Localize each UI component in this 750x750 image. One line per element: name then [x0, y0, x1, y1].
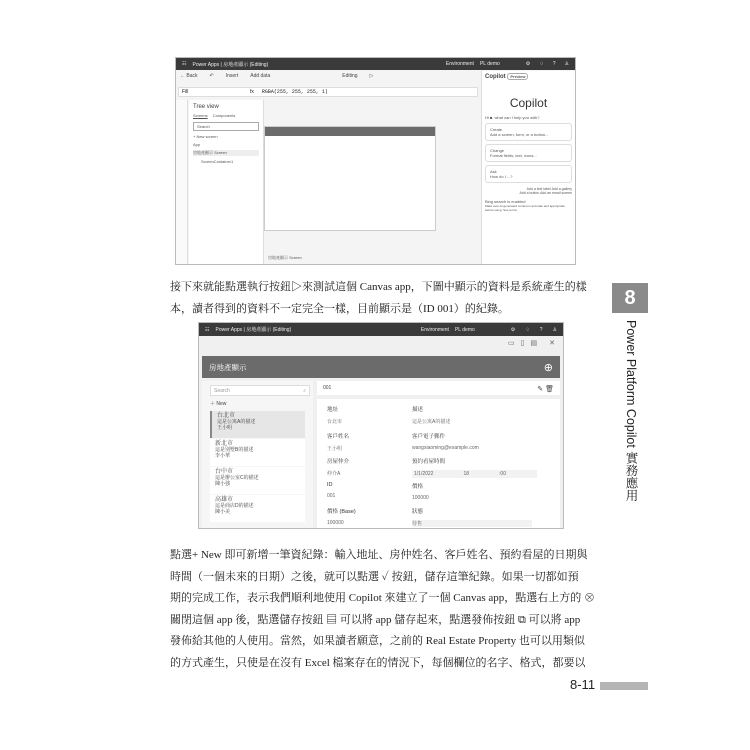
play-icon[interactable]: ▷ [369, 73, 374, 79]
tree-item-screen[interactable]: 房地產顯示 Screen [193, 150, 259, 156]
user-icon[interactable]: ♙ [552, 326, 557, 333]
chapter-tab: 8 [612, 283, 648, 313]
preview-badge: Preview [507, 73, 528, 80]
record-form: 地址 台北市 描述 這是公寓A的描述 客戶姓名 王小明 客戶電子郵件 wangxiaoming@example.com 房屋仲介 仲介A 預約看屋時間 1/1/2022 18 :00 ID 001 價格 100000 價格 (Base) 100000 狀態 待售 [317, 399, 560, 528]
property-dropdown[interactable]: Fill [182, 89, 189, 95]
edit-icon[interactable]: ✎ 🗑 [537, 386, 554, 393]
app-title: Power Apps | 房地產顯示 (Editing) [192, 61, 269, 68]
add-data-button[interactable]: Add data [250, 73, 271, 79]
change-card[interactable]: Change Format fields, text, icons... [485, 144, 572, 162]
tree-item-container[interactable]: ScreenContainer1 [201, 159, 234, 164]
text-line: 期的完成工作，表示我們順利地使用 Copilot 來建立了一個 Canvas app，點選右上方的 ⊗ [170, 592, 596, 604]
power-apps-studio-screenshot [175, 57, 576, 265]
ask-card[interactable]: Ask How do I ...? [485, 165, 572, 183]
disclaimer: Make sure AI-generated content is accurate and appropriate before using. See terms [485, 204, 565, 212]
tab-components[interactable]: Components [212, 113, 236, 118]
app-header [202, 356, 560, 378]
text-line: 的方式產生，只使是在沒有 Excel 檔案存在的情況下，每個欄位的名字、格式，都要以 [170, 656, 586, 669]
search-icon: ⌕ [303, 388, 306, 394]
help-icon[interactable]: ? [552, 61, 556, 67]
canvas-preview[interactable] [264, 126, 436, 231]
back-button[interactable]: ← Back [180, 73, 198, 79]
search-input[interactable]: Search ⌕ [210, 385, 310, 396]
bell-icon[interactable]: ♢ [525, 326, 530, 333]
text-line: 點選+ New 即可新增一筆資紀錄：輸入地址、房仲姓名、客戶姓名、預約看屋的日期與 [170, 549, 588, 561]
editing-button[interactable]: Editing [342, 73, 358, 79]
chapter-title: Power Platform Copilot 實務應用 [624, 320, 638, 502]
list-item[interactable]: 高雄市 這是商店D的描述 陳小美 [210, 495, 305, 522]
close-icon[interactable]: ✕ [549, 340, 555, 347]
tree-view-panel [189, 100, 264, 264]
record-id: 001 [323, 385, 332, 391]
record-header [317, 381, 560, 395]
new-button[interactable]: ＋ New [210, 401, 227, 407]
title-bar [176, 58, 575, 70]
waffle-icon: ☷ [182, 61, 187, 67]
chip[interactable]: Add a text label [526, 187, 551, 191]
undo-icon[interactable]: ↶ [209, 73, 214, 79]
globe-icon[interactable]: ⊕ [543, 361, 553, 374]
list-item[interactable]: 新北市 這是別墅B的描述 李小華 [210, 439, 305, 466]
chip[interactable]: Add a button [519, 191, 540, 195]
bing-status: Bing search is enabled [485, 199, 526, 204]
text-line: 接下來就能點選執行按鈕▷來測試這個 Canvas app，下圖中顯示的資料是系統產生的樣 [170, 281, 587, 293]
copilot-greeting: Hi ■, what can I help you with? [485, 115, 540, 120]
canvas-app-preview-screenshot [198, 322, 564, 529]
create-card[interactable]: Create Add a screen, form, or a button... [485, 123, 572, 141]
new-screen-button[interactable]: + New screen [193, 134, 218, 139]
list-item[interactable]: 台中市 這是辦公室C的描述 陳小強 [210, 467, 305, 494]
insert-button[interactable]: Insert [225, 73, 239, 79]
app-title: Power Apps | 房地產顯示 (Editing) [215, 327, 292, 333]
copilot-title: Copilot [509, 96, 548, 110]
paragraph-2 [170, 545, 600, 674]
fx-icon: fx [250, 89, 254, 95]
help-icon[interactable]: ? [539, 326, 543, 333]
tree-search-input[interactable]: Search [193, 122, 259, 131]
tree-view-title: Tree view [193, 104, 219, 110]
gallery-panel [202, 381, 313, 528]
settings-icon[interactable]: ⚙ [525, 61, 531, 67]
date-picker[interactable]: 1/1/2022 18 :00 [412, 470, 537, 478]
text-line: 關閉這個 app 後，點選儲存按鈕 ▤ 可以將 app 儲存起來，點選發佈按鈕 ⧉ 可以將 app [170, 613, 581, 626]
app-header-title: 房地產顯示 [209, 362, 247, 372]
tab-screens[interactable]: Screens [193, 113, 208, 118]
environment: Environment [445, 61, 474, 67]
environment: Environment [420, 326, 449, 333]
text-line: 發佈給其他的人使用。當然，如果讀者願意，之前的 Real Estate Property 也可以用類似 [170, 635, 585, 647]
copilot-header: Copilot [485, 74, 506, 80]
left-rail [176, 100, 188, 264]
text-line: 時間（一個未來的日期）之後，就可以點選 ✓ 按鈕，儲存這筆紀錄。如果一切都如預 [170, 570, 579, 583]
settings-icon[interactable]: ⚙ [510, 326, 516, 333]
command-bar [180, 73, 373, 79]
list-item[interactable]: 台北市 這是公寓A的描述 王小明 [210, 411, 305, 438]
user-name: PL demo [454, 326, 475, 333]
preview-toolbar [508, 339, 555, 347]
tree-item-app[interactable]: App [193, 142, 201, 147]
waffle-icon: ☷ [205, 326, 210, 333]
footer-bar [600, 682, 648, 690]
screen-selector[interactable]: 房地產顯示 Screen [268, 255, 302, 260]
text-line: 本，讀者得到的資料不一定完全一樣，目前顯示是（ID 001）的紀錄。 [170, 302, 509, 315]
chip[interactable]: Add a gallery [551, 187, 572, 191]
bell-icon[interactable]: ♢ [539, 61, 544, 67]
page-number: 8-11 [570, 677, 596, 692]
copilot-panel [481, 71, 575, 264]
device-icon[interactable]: ▭ [508, 340, 515, 347]
chip[interactable]: Add an email screen [540, 191, 572, 195]
user-name: PL demo [479, 61, 500, 67]
tablet-icon[interactable]: ▤ [530, 340, 538, 347]
formula-bar[interactable] [178, 87, 478, 97]
phone-icon[interactable]: ▯ [520, 340, 525, 347]
paragraph-1 [170, 277, 600, 320]
formula-input[interactable]: RGBA(255, 255, 255, 1) [261, 89, 328, 95]
user-icon[interactable]: ♙ [564, 61, 569, 67]
